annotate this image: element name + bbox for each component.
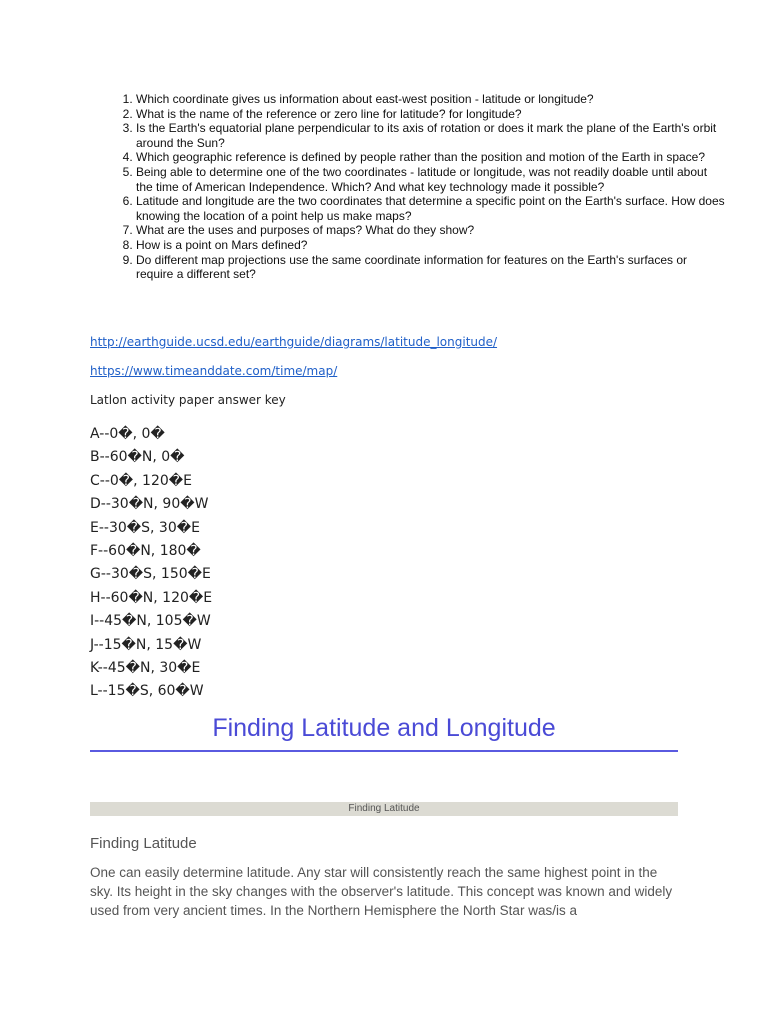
- question-list: [90, 92, 726, 282]
- sub-heading: Finding Latitude: [90, 835, 197, 852]
- question-item: 6. Latitude and longitude are the two coordinates that determine a specific point on the Earth's surface. How does knowing the location of a point help us make maps?: [136, 194, 726, 223]
- answer-item: D--30�N, 90�W: [90, 496, 209, 513]
- subheader-bar: Finding Latitude: [90, 802, 678, 816]
- question-item: 9. Do different map projections use the same coordinate information for features on the Earth's surfaces or require a different set?: [136, 253, 726, 282]
- section-divider: [90, 750, 678, 752]
- answer-item: F--60�N, 180�: [90, 543, 201, 560]
- question-item: 7. What are the uses and purposes of maps? What do they show?: [136, 223, 726, 238]
- answer-item: I--45�N, 105�W: [90, 613, 211, 630]
- question-item: 2. What is the name of the reference or zero line for latitude? for longitude?: [136, 107, 726, 122]
- question-item: 3. Is the Earth's equatorial plane perpendicular to its axis of rotation or does it mark the plane of the Earth's orbit around the Sun?: [136, 121, 726, 150]
- answer-item: K--45�N, 30�E: [90, 660, 201, 677]
- answer-item: L--15�S, 60�W: [90, 683, 204, 700]
- answer-item: E--30�S, 30�E: [90, 519, 200, 536]
- answer-item: A--0�, 0�: [90, 426, 165, 442]
- body-paragraph: One can easily determine latitude. Any star will consistently reach the same highest point in the sky. Its height in the sky changes with the observer's latitude. This concept was known and widely used from very ancient times. In the Northern Hemisphere the North Star was/is a: [90, 865, 673, 918]
- question-item: 8. How is a point on Mars defined?: [136, 238, 726, 253]
- timeanddate-link[interactable]: https://www.timeanddate.com/time/map/: [90, 364, 338, 378]
- answer-item: J--15�N, 15�W: [90, 636, 202, 653]
- earthguide-link[interactable]: http://earthguide.ucsd.edu/earthguide/diagrams/latitude_longitude/: [90, 335, 498, 349]
- question-item: 1. Which coordinate gives us information about east-west position - latitude or longitude?: [136, 92, 726, 107]
- question-item: 5. Being able to determine one of the two coordinates - latitude or longitude, was not readily doable until about the time of American Independence. Which? And what key technology made it possible?: [136, 165, 726, 194]
- answer-item: B--60�N, 0�: [90, 449, 185, 466]
- answer-list: [90, 423, 212, 704]
- question-item: 4. Which geographic reference is defined by people rather than the position and motion of the Earth in space?: [136, 150, 726, 165]
- answer-item: G--30�S, 150�E: [90, 566, 211, 583]
- answer-item: C--0�, 120�E: [90, 472, 192, 489]
- answer-item: H--60�N, 120�E: [90, 589, 213, 606]
- section-title: Finding Latitude and Longitude: [212, 714, 556, 742]
- answer-key-title: Latlon activity paper answer key: [90, 393, 286, 407]
